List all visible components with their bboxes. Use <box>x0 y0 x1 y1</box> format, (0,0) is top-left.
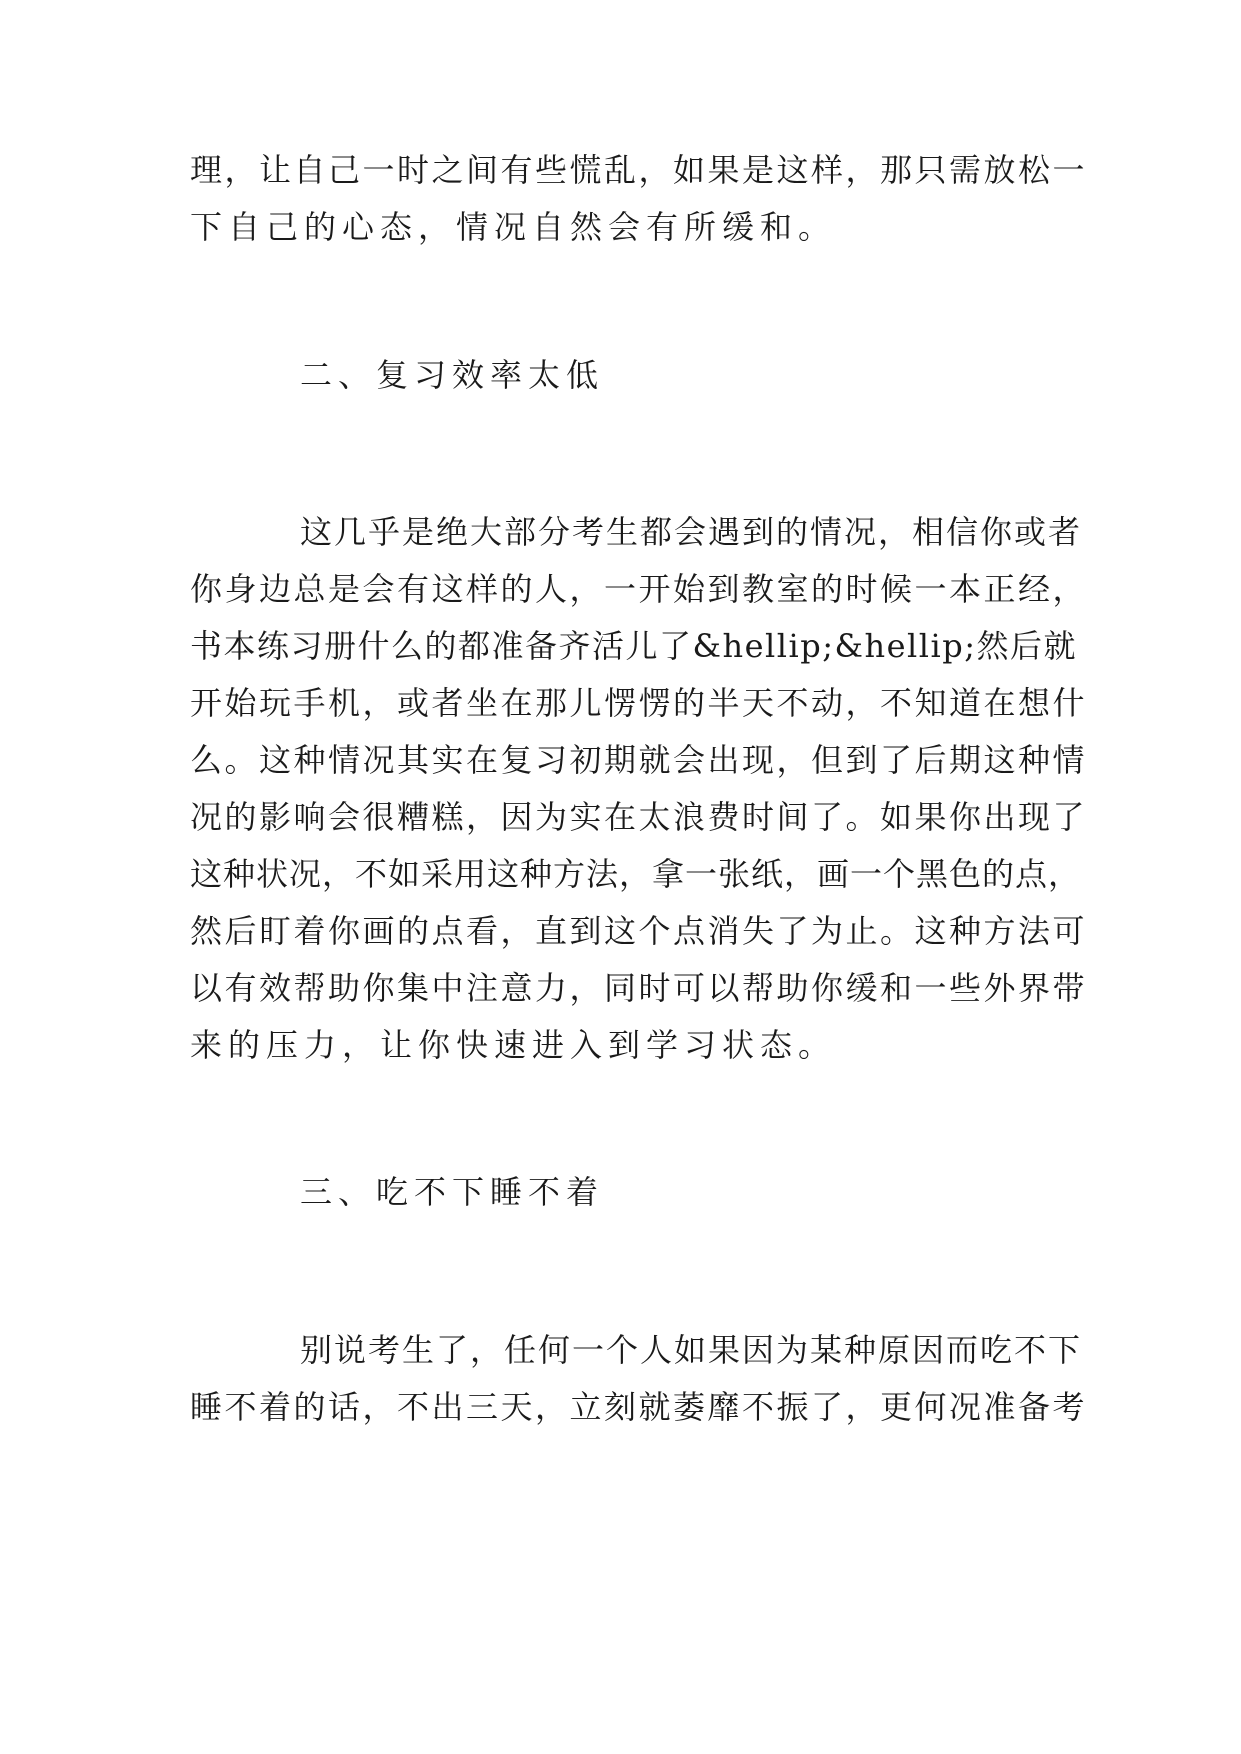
body-text-line: 这几乎是绝大部分考生都会遇到的情况，相信你或者 <box>300 513 1083 551</box>
body-text-line: 睡不着的话，不出三天，立刻就萎靡不振了，更何况准备考 <box>190 1388 1088 1426</box>
body-text-line: 别说考生了，任何一个人如果因为某种原因而吃不下 <box>300 1331 1083 1369</box>
body-text-line: 你身边总是会有这样的人，一开始到教室的时候一本正经， <box>190 570 1088 608</box>
body-text-line: 下自己的心态，情况自然会有所缓和。 <box>190 208 837 246</box>
body-text-line: 么。这种情况其实在复习初期就会出现，但到了后期这种情 <box>190 741 1088 779</box>
body-text-line: 以有效帮助你集中注意力，同时可以帮助你缓和一些外界带 <box>190 969 1088 1007</box>
section-heading-2: 二、复习效率太低 <box>300 356 605 394</box>
body-text-line: 开始玩手机，或者坐在那儿愣愣的半天不动，不知道在想什 <box>190 684 1088 722</box>
body-text-line: 这种状况，不如采用这种方法，拿一张纸，画一个黑色的点， <box>190 855 1082 893</box>
body-text-line: 然后盯着你画的点看，直到这个点消失了为止。这种方法可 <box>190 912 1088 950</box>
body-text-line: 书本练习册什么的都准备齐活儿了&hellip;&hellip;然后就 <box>190 627 1078 665</box>
body-text-line: 况的影响会很糟糕，因为实在太浪费时间了。如果你出现了 <box>190 798 1088 836</box>
section-heading-3: 三、吃不下睡不着 <box>300 1173 605 1211</box>
body-text-line: 理，让自己一时之间有些慌乱，如果是这样，那只需放松一 <box>190 151 1088 189</box>
body-text-line: 来的压力，让你快速进入到学习状态。 <box>190 1026 837 1064</box>
